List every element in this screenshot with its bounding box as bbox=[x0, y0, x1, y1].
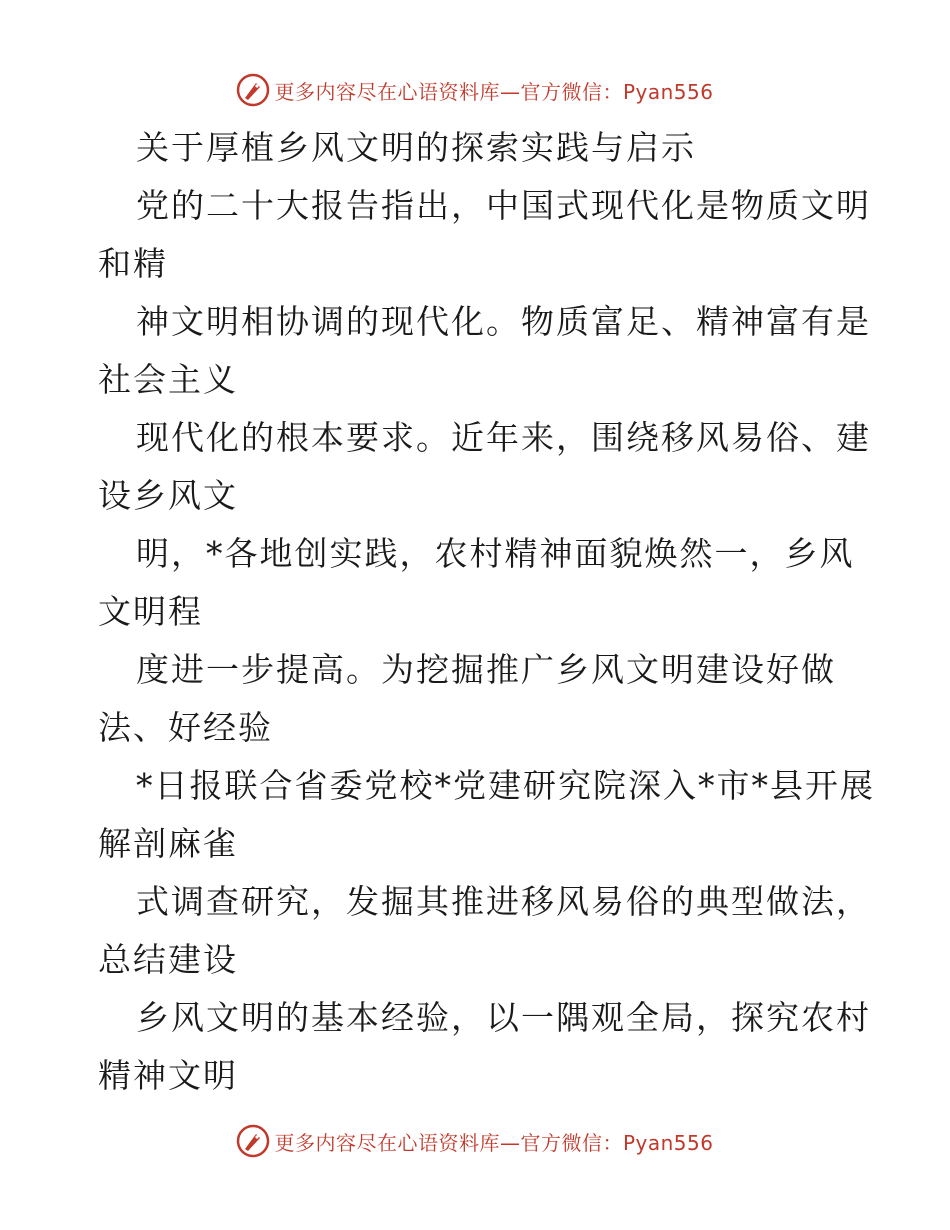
paragraph-line: 现代化的根本要求。近年来，围绕移风易俗、建 bbox=[136, 418, 871, 457]
footer-banner-text: 更多内容尽在心语资料库—官方微信：Pyan556 bbox=[274, 1130, 714, 1155]
paragraph-line: 式调查研究，发掘其推进移风易俗的典型做法， bbox=[136, 882, 871, 921]
header-banner-text: 更多内容尽在心语资料库—官方微信：Pyan556 bbox=[274, 79, 714, 104]
paragraph-line: 和精 bbox=[98, 244, 168, 283]
paragraph-line: 明，*各地创实践，农村精神面貌焕然一，乡风 bbox=[136, 534, 855, 573]
fountain-pen-logo-icon bbox=[236, 73, 270, 107]
paragraph-line: *日报联合省委党校*党建研究院深入*市*县开展 bbox=[136, 766, 875, 805]
paragraph-line: 社会主义 bbox=[98, 360, 238, 399]
paragraph-line: 神文明相协调的现代化。物质富足、精神富有是 bbox=[136, 302, 871, 341]
paragraph-line: 度进一步提高。为挖掘推广乡风文明建设好做 bbox=[136, 650, 836, 689]
fountain-pen-logo-icon bbox=[236, 1124, 270, 1158]
paragraph-line: 总结建设 bbox=[98, 940, 238, 979]
footer-banner bbox=[0, 1121, 950, 1161]
paragraph-line: 法、好经验 bbox=[98, 708, 273, 747]
header-banner bbox=[0, 70, 950, 110]
paragraph-line: 解剖麻雀 bbox=[98, 824, 238, 863]
paragraph-line: 文明程 bbox=[98, 592, 203, 631]
paragraph-line: 乡风文明的基本经验，以一隅观全局，探究农村 bbox=[136, 998, 871, 1037]
document-title: 关于厚植乡风文明的探索实践与启示 bbox=[136, 128, 696, 167]
paragraph-line: 精神文明 bbox=[98, 1056, 238, 1095]
paragraph-line: 党的二十大报告指出，中国式现代化是物质文明 bbox=[136, 186, 871, 225]
paragraph-line: 设乡风文 bbox=[98, 476, 238, 515]
